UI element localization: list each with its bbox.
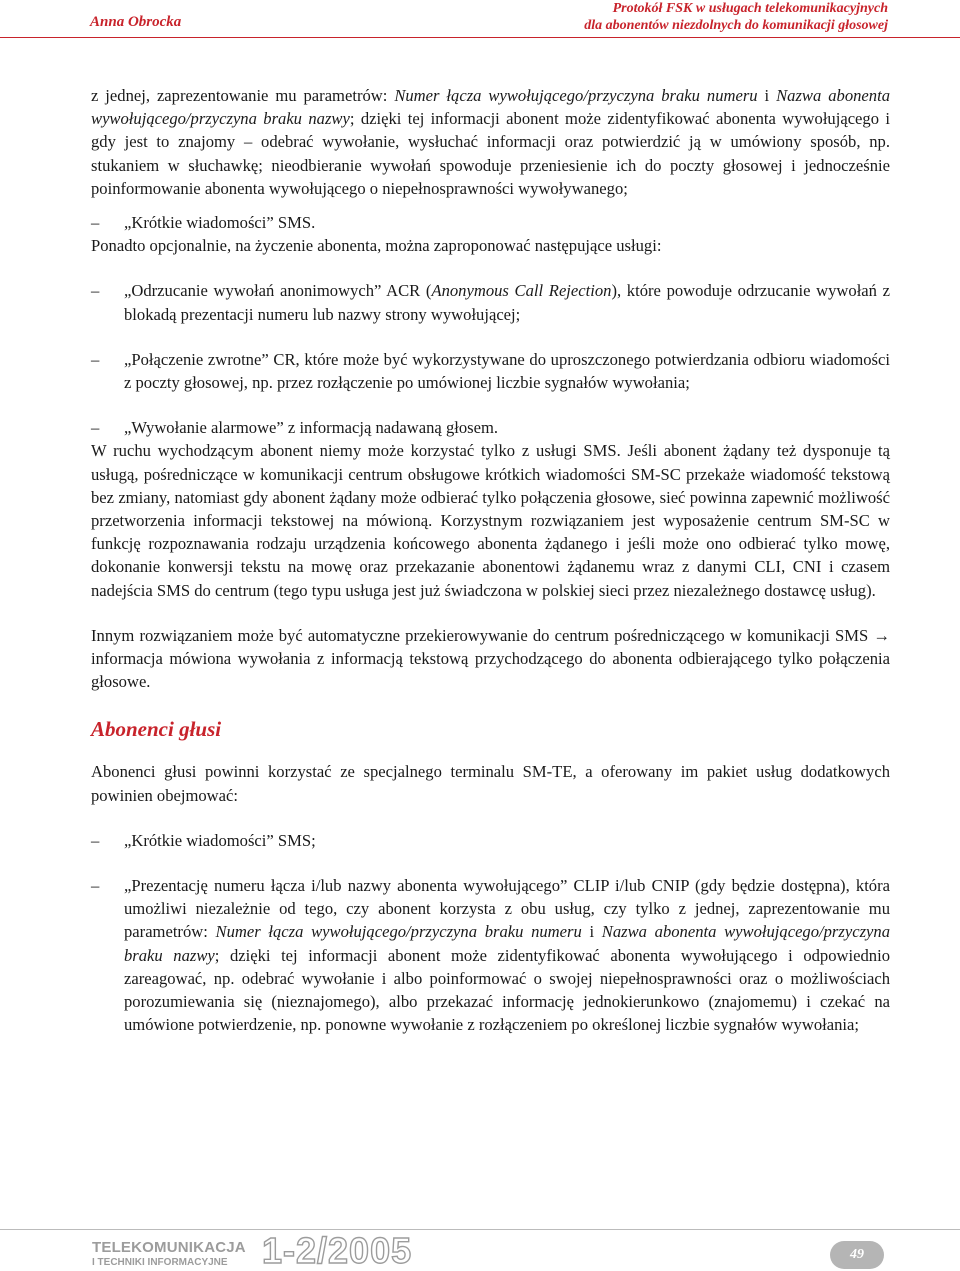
journal-logo [92,1240,246,1269]
header-divider [0,37,960,38]
outgoing-traffic-paragraph: W ruchu wychodzącym abonent niemy może korzystać tylko z usługi SMS. Jeśli abonent żądany też dysponuje tą usługą, pośredniczące w komunikacji centrum obsługowe krótkich wiadomości SM-SC przekaże wiadomość tekstową bez zmiany, natomiast gdy abonent żądany może odbierać tylko połączenia głosowe, sieć powinna zapewnić możliwość przetworzenia informacji tekstowej na mówioną. Korzystnym rozwiązaniem jest wyposażenie centrum SM-SC w funkcję rozpoznawania rodzaju urządzenia końcowego abonenta żądanego i jeśli może ono odbierać tylko mowę, dokonanie konwersji tekstu na mowę oraz przekazanie abonentowi żądanemu wraz z danymi CLI, CNI i czasem nadejścia SMS do centrum (tego typu usługa jest już świadczona w polskiej sieci przez niezależnego dostawcę usług). [91,441,890,600]
header-title-line1: Protokół FSK w usługach telekomunikacyjnych [612,1,888,16]
journal-logo-line1: TELEKOMUNIKACJA [92,1239,246,1256]
section-title: Abonenci głusi [91,717,222,742]
list-item-text: „Wywołanie alarmowe” z informacją nadawaną głosem. [124,418,499,438]
intro-text-3: ; dzięki tej informacji abonent może zidentyfikować abonenta wywołującego i gdy jest to znajomy – odebrać wywołanie, wysłuchać informacji oraz potwierdzić ją w umówiony sposób, np. stukaniem w słuchawkę; nieodbieranie wywołań spowoduje przeniesienie ich do poczty głosowej i jednocześnie poinformowanie abonenta wywołującego o niepełnosprawności wywoływanego; [91,109,890,198]
list-item-text: „Prezentację numeru łącza i/lub nazwy abonenta wywołującego” CLIP i/lub CNIP (gdy będzie dostępna), która umożliwi niezależnie od tego, czy abonent korzysta z obu usług, czy tylko z jednej, zaprezentowanie mu parametrów: Numer łącza wywołującego/przyczyna braku numeru i Nazwa abonenta wywołującego/przyczyna braku nazwy; dzięki tej informacji abonent może zidentyfikować abonenta wywołującego i odpowiednio zareagować, np. odebrać wywołanie i albo poinformować o swojej niepełnosprawności oraz o możliwościach porozumiewania się (nieznajomego), albo przekazać informację jednokierunkowo (znajomemu) i czekać na umówione potwierdzenie, np. ponowne wywołanie z rozłączeniem po określonej liczbie sygnałów wywołania; [124,876,890,1035]
list-item-text: „Krótkie wiadomości” SMS; [124,830,316,850]
optional-intro: Ponadto opcjonalnie, na życzenie abonenta, można zaproponować następujące usługi: [91,236,662,256]
optional-services-list [91,279,890,439]
dash-bullet: – [91,830,100,850]
intro-italic-1: Numer łącza wywołującego/przyczyna braku numeru [394,86,758,105]
dash-bullet: – [91,213,100,233]
list-item [91,829,890,852]
list-item [91,211,890,234]
list-item [91,416,890,439]
page-number: 49 [830,1241,884,1269]
list-item-text: „Połączenie zwrotne” CR, które może być wykorzystywane do uproszczonego potwierdzania odbioru wiadomości z poczty głosowej, np. przez rozłączenie po umówionej liczbie sygnałów wywołania; [124,349,890,393]
journal-logo-line2: I TECHNIKI INFORMACYJNE [92,1257,228,1268]
dash-bullet: – [91,418,100,438]
intro-text-2: i [757,86,777,105]
dash-bullet: – [91,281,100,301]
issue-number: 1-2/2005 [262,1230,413,1271]
list-item [91,348,890,394]
dash-bullet: – [91,876,100,896]
footer-divider [0,1229,960,1230]
header-title-line2: dla abonentów niezdolnych do komunikacji głosowej [584,18,888,33]
list-item-text: „Krótkie wiadomości” SMS. [124,213,316,233]
deaf-services-list [91,829,890,1037]
list-item [91,279,890,325]
header-author: Anna Obrocka [90,14,182,30]
intro-paragraph [91,84,890,200]
article-body [91,84,890,1037]
deaf-intro-paragraph: Abonenci głusi powinni korzystać ze specjalnego terminalu SM-TE, a oferowany im pakiet usług dodatkowych powinien obejmować: [91,762,890,805]
header-title [584,0,888,34]
intro-italic-2: Nazwa abonenta wywołującego/przyczyna braku nazwy [91,86,890,129]
dash-bullet: – [91,349,100,369]
list-item-text: „Odrzucanie wywołań anonimowych” ACR (Anonymous Call Rejection), które powoduje odrzucanie wywołań z blokadą prezentacji numeru lub nazwy strony wywołującej; [124,281,891,324]
intro-text-1: z jednej, zaprezentowanie mu parametrów: [91,86,395,105]
alternative-solution-paragraph: Innym rozwiązaniem może być automatyczne przekierowywanie do centrum pośredniczącego w komunikacji SMS → informacja mówiona wywołania z informacją tekstową przychodzącego do abonenta odbierającego tylko połączenia głosowe. [91,625,890,692]
basic-services-list [91,211,890,234]
list-item [91,874,890,1036]
